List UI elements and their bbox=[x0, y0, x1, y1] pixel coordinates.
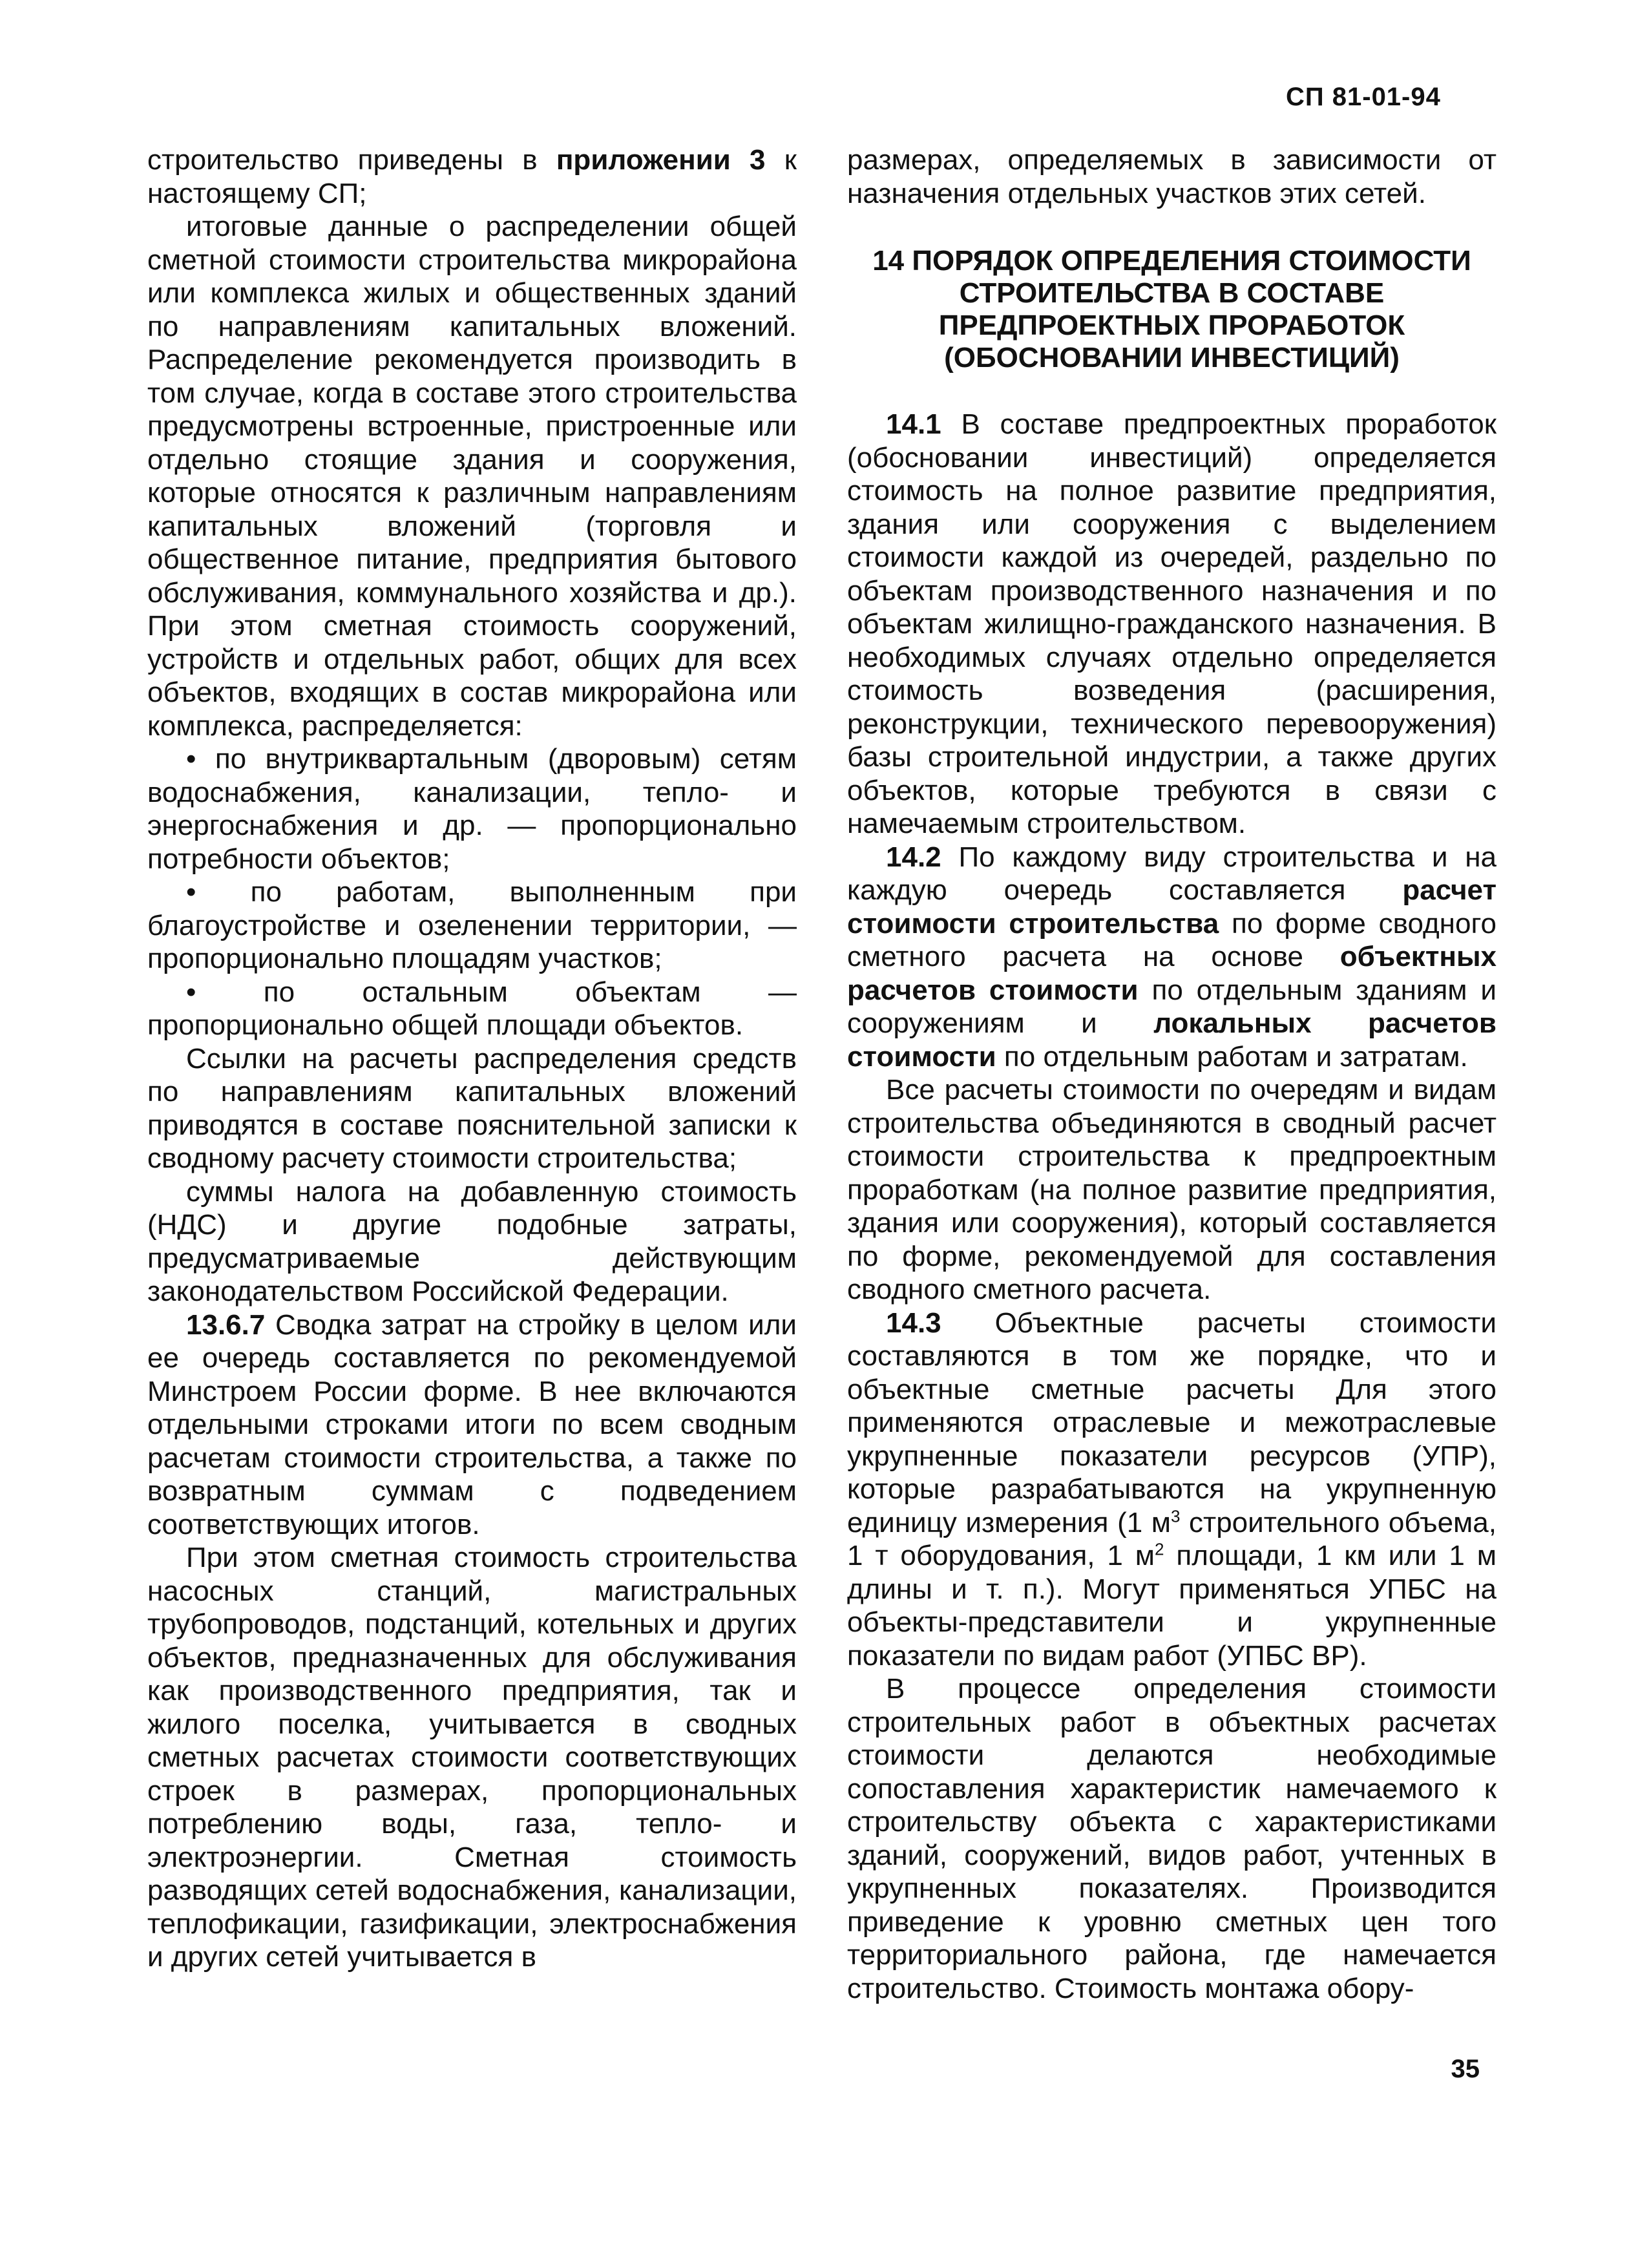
bold-term: локальных расчетов стоимости bbox=[847, 1007, 1497, 1073]
paragraph-continuation: размерах, определяемых в зависимости от назначения отдельных участков этих сетей. bbox=[847, 144, 1497, 209]
right-column bbox=[847, 143, 1497, 2005]
paragraph-summary-calc: Все расчеты стоимости по очередям и видам строительства объединяются в сводный расчет стоимости строительства к предпроектным проработкам (на полное развитие предприятия, здания или сооружения), который составляется по форме, рекомендуемой для составления сводного сметного расчета. bbox=[847, 1074, 1497, 1305]
superscript: 2 bbox=[1155, 1539, 1164, 1559]
paragraph-13-6-7: 13.6.7 Сводка затрат на стройку в целом или ее очередь составляется по рекомендуемой Минстроем России форме. В нее включаются отдельными строками итоги по всем сводным расчетам стоимости строительства, а также по возвратным суммам с подведением соответствующих итогов. bbox=[147, 1308, 797, 1540]
list-item: • по работам, выполненным при благоустройстве и озеленении территории, — пропорционально площадям участков; bbox=[147, 876, 797, 974]
paragraph-14-2: 14.2 По каждому виду строительства и на каждую очередь составляется расчет стоимости строительства по форме сводного сметного расчета на основе объектных расчетов стоимости по отдельным зданиям и сооружениям и локальных расчетов стоимости по отдельным работам и затратам. bbox=[847, 841, 1497, 1073]
bold-term: расчет стоимости строительства bbox=[847, 874, 1497, 940]
left-column bbox=[147, 143, 797, 1974]
paragraph-vat: суммы налога на добавленную стоимость (НДС) и другие подобные затраты, предусматриваемые действующим законодательством Российской Федерации. bbox=[147, 1175, 797, 1307]
paragraph-cost-determination: В процессе определения стоимости строительных работ в объектных расчетах стоимости делаются необходимые сопоставления характеристик намечаемого к строительству объекта с характеристиками зданий, сооружений, видов работ, учтенных в укрупненных показателях. Производится приведение к уровню сметных цен того территориального района, где намечается строительство. Стоимость монтажа обору- bbox=[847, 1673, 1497, 2004]
paragraph-14-3: 14.3 Объектные расчеты стоимости составляются в том же порядке, что и объектные сметные расчеты Для этого применяются отраслевые и межотраслевые укрупненные показатели ресурсов (УПР), которые разрабатываются на укрупненную единицу измерения (1 $м^3$ строительного объема, 1 т оборудования, 1 $м^2$ площади, 1 км или 1 м длины и т. п.). Могут применяться УПБС на объекты-представители и укрупненные показатели по видам работ (УПБС ВР). bbox=[847, 1307, 1497, 1672]
list-item: • по остальным объектам — пропорционально общей площади объектов. bbox=[147, 976, 797, 1041]
page-number: 35 bbox=[1451, 2055, 1480, 2083]
clause-number: 14.1 bbox=[886, 408, 941, 440]
list-item: • по внутриквартальным (дворовым) сетям водоснабжения, канализации, тепло- и энергоснабжения и др. — пропорционально потребности объектов; bbox=[147, 743, 797, 875]
paragraph-appendix-ref: строительство приведены в приложении 3 к настоящему СП; bbox=[147, 144, 797, 209]
clause-number: 14.3 bbox=[886, 1307, 941, 1339]
paragraph-14-1: 14.1 В составе предпроектных проработок (обосновании инвестиций) определяется стоимость на полное развитие предприятия, здания или сооружения с выделением стоимости каждой из очередей, раздельно по объектам производственного назначения и по объектам жилищно-гражданского назначения. В необходимых случаях отдельно определяется стоимость возведения (расширения, реконструкции, технического перевооружения) базы строительной индустрии, а также других объектов, которые требуются в связи с намечаемым строительством. bbox=[847, 408, 1497, 839]
clause-number: 13.6.7 bbox=[186, 1308, 266, 1341]
clause-number: 14.2 bbox=[886, 841, 941, 873]
appendix-ref: приложении 3 bbox=[556, 144, 766, 176]
paragraph-summary-data: итоговые данные о распределении общей сметной стоимости строительства микрорайона или комплекса жилых и общественных зданий по направлениям капитальных вложений. Распределение рекомендуется производить в том случае, когда в составе этого строительства предусмотрены встроенные, пристроенные или отдельно стоящие здания и сооружения, которые относятся к различным направлениям капитальных вложений (торговля и общественное питание, предприятия бытового обслуживания, коммунального хозяйства и др.). При этом сметная стоимость сооружений, устройств и отдельных работ, общих для всех объектов, входящих в состав микрорайона или комплекса, распределяется: bbox=[147, 211, 797, 742]
superscript: 3 bbox=[1171, 1506, 1181, 1526]
paragraph-cost-allocation: При этом сметная стоимость строительства насосных станций, магистральных трубопроводов, подстанций, котельных и других объектов, предназначенных для обслуживания как производственного предприятия, так и жилого поселка, учитывается в сводных сметных расчетах стоимости соответствующих строек в размерах, пропорциональных потреблению воды, газа, тепло- и электроэнергии. Сметная стоимость разводящих сетей водоснабжения, канализации, теплофикации, газификации, электроснабжения и других сетей учитывается в bbox=[147, 1542, 797, 1973]
bold-term: объектных расчетов стоимости bbox=[847, 941, 1497, 1006]
paragraph-references: Ссылки на расчеты распределения средств по направлениям капитальных вложений приводятся в составе пояснительной записки к сводному расчету стоимости строительства; bbox=[147, 1042, 797, 1174]
document-code: СП 81-01-94 bbox=[1286, 83, 1441, 111]
section-heading: 14 ПОРЯДОК ОПРЕДЕЛЕНИЯ СТОИМОСТИ СТРОИТЕЛЬСТВА В СОСТАВЕ ПРЕДПРОЕКТНЫХ ПРОРАБОТОК (ОБОСНОВАНИИ ИНВЕСТИЦИЙ) bbox=[872, 245, 1471, 373]
